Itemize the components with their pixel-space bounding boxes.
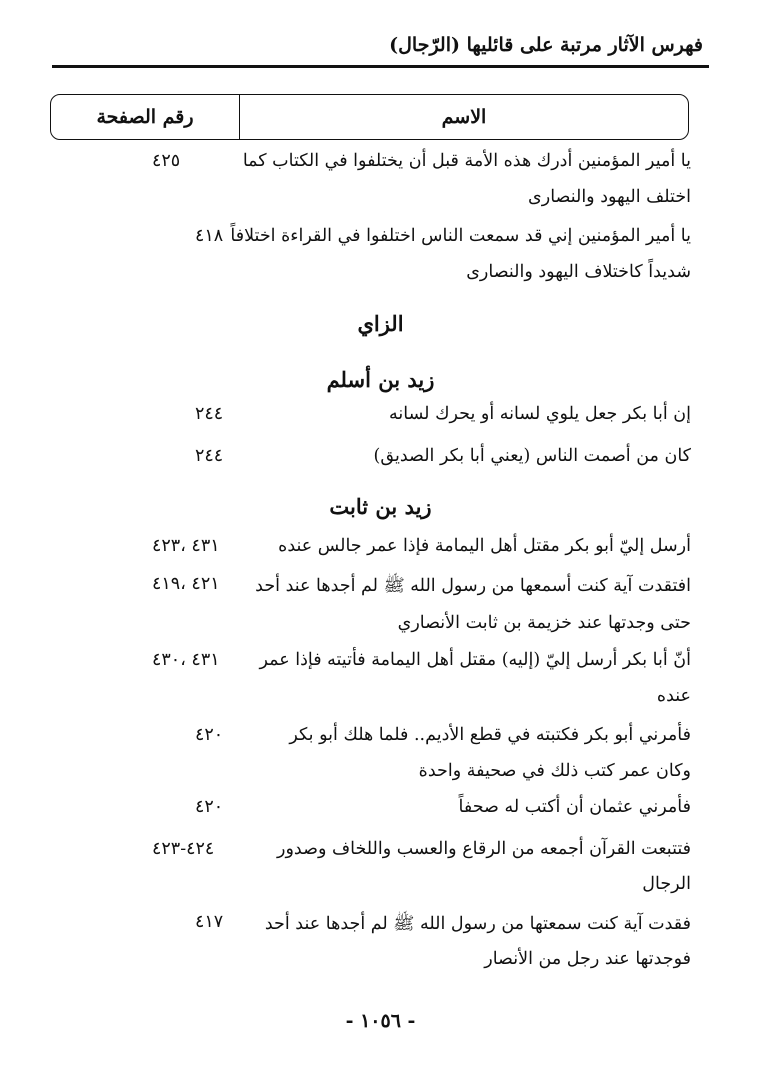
name-column-header: الاسم bbox=[239, 95, 688, 139]
index-entry bbox=[140, 912, 691, 942]
entry-page: ٢٤٤ bbox=[195, 404, 224, 424]
entry-continuation: الرجال bbox=[642, 874, 691, 894]
entry-text: يا أمير المؤمنين إني قد سمعت الناس اختلفوا في القراءة اختلافاً bbox=[230, 226, 691, 246]
entry-page: ٤١٨ bbox=[195, 226, 224, 246]
header-rule bbox=[52, 65, 709, 68]
page-column-header: رقم الصفحة bbox=[96, 106, 194, 128]
entry-continuation: عنده bbox=[656, 686, 691, 706]
index-entry bbox=[140, 839, 691, 869]
entry-page: ٤٢٠ bbox=[195, 797, 224, 817]
page-number: - ١٠٥٦ - bbox=[345, 1010, 416, 1032]
index-entry bbox=[140, 797, 691, 827]
entry-continuation: وكان عمر كتب ذلك في صحيفة واحدة bbox=[418, 761, 691, 781]
entry-continuation: فوجدتها عند رجل من الأنصار bbox=[484, 949, 691, 969]
index-entry bbox=[140, 226, 691, 256]
entry-text: فأمرني أبو بكر فكتبته في قطع الأديم.. فلما هلك أبو بكر bbox=[289, 725, 691, 745]
entry-continuation: شديداً كاختلاف اليهود والنصارى bbox=[466, 262, 691, 282]
index-entry bbox=[140, 536, 691, 566]
index-entry bbox=[140, 650, 691, 680]
entry-continuation: اختلف اليهود والنصارى bbox=[528, 187, 691, 207]
entry-text: إن أبا بكر جعل يلوي لسانه أو يحرك لسانه bbox=[388, 404, 691, 424]
entry-text: افتقدت آية كنت أسمعها من رسول الله ﷺ لم أجدها عند أحد bbox=[255, 576, 691, 596]
entry-page: ٤٢١ ،٤١٩ bbox=[152, 574, 220, 594]
entry-text: فأمرني عثمان أن أكتب له صحفاً bbox=[458, 797, 691, 817]
index-entry bbox=[140, 574, 691, 604]
entry-page: ٤٢٠ bbox=[195, 725, 224, 745]
entry-continuation: حتى وجدتها عند خزيمة بن ثابت الأنصاري bbox=[397, 613, 691, 633]
section-letter: الزاي bbox=[357, 311, 404, 336]
entry-text: يا أمير المؤمنين أدرك هذه الأمة قبل أن يختلفوا في الكتاب كما bbox=[242, 151, 691, 171]
entry-text: أرسل إليّ أبو بكر مقتل أهل اليمامة فإذا عمر جالس عنده bbox=[278, 536, 691, 556]
index-entry bbox=[140, 151, 691, 181]
table-header bbox=[50, 94, 689, 140]
entry-text: فتتبعت القرآن أجمعه من الرقاع والعسب واللخاف وصدور bbox=[277, 839, 691, 859]
running-header: فهرس الآثار مرتبة على قائليها (الرّجال) bbox=[389, 34, 703, 56]
entry-text: فقدت آية كنت سمعتها من رسول الله ﷺ لم أجدها عند أحد bbox=[264, 914, 691, 934]
entry-page: ٤٣١ ،٤٢٣ bbox=[152, 536, 220, 556]
entry-text: كان من أصمت الناس (يعني أبا بكر الصديق) bbox=[373, 446, 691, 466]
entry-text: أنّ أبا بكر أرسل إليّ (إليه) مقتل أهل اليمامة فأتيته فإذا عمر bbox=[259, 650, 691, 670]
person-name: زيد بن أسلم bbox=[326, 367, 435, 392]
index-entry bbox=[140, 725, 691, 755]
entry-page: ٤٣١ ،٤٣٠ bbox=[152, 650, 220, 670]
entry-page: ٤١٧ bbox=[195, 912, 224, 932]
index-entry bbox=[140, 446, 691, 476]
entry-page: ٤٢٤-٤٢٣ bbox=[152, 839, 215, 859]
person-name: زيد بن ثابت bbox=[329, 494, 432, 519]
entry-page: ٤٢٥ bbox=[152, 151, 181, 171]
entry-page: ٢٤٤ bbox=[195, 446, 224, 466]
index-entry bbox=[140, 404, 691, 434]
